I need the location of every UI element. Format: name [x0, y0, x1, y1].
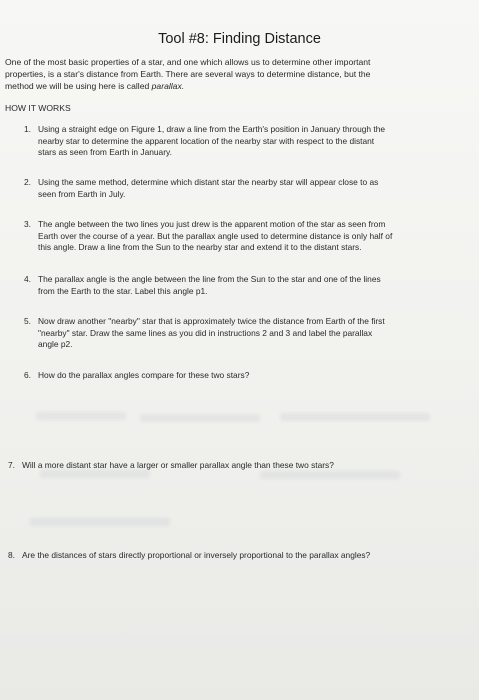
instruction-item-3 — [24, 219, 454, 255]
item-number: 8. — [8, 550, 15, 560]
item-number: 3. — [24, 219, 31, 229]
bleed-through-mark — [280, 413, 430, 421]
instruction-item-1 — [24, 124, 444, 160]
page-title: Tool #8: Finding Distance — [158, 31, 321, 47]
item-text: Will a more distant star have a larger or smaller parallax angle than these two stars? — [22, 460, 334, 470]
item-text: Using a straight edge on Figure 1, draw a line from the Earth's position in January through the nearby star to determine the apparent location of the nearby star with respect to the distant stars as seen from Earth in January. — [38, 124, 386, 158]
instruction-item-4 — [24, 274, 444, 298]
item-text: Using the same method, determine which distant star the nearby star will appear close to as seen from Earth in July. — [38, 177, 379, 199]
item-text: How do the parallax angles compare for these two stars? — [38, 370, 250, 380]
item-text: The angle between the two lines you just drew is the apparent motion of the star as seen from Earth over the course of a year. But the parallax angle used to determine distance is only half of this angle. Draw a line from the Sun to the nearby star and extend it to the distant stars. — [38, 219, 393, 253]
item-text: The parallax angle is the angle between the line from the Sun to the star and one of the lines from the Earth to the star. Label this angle p1. — [38, 274, 381, 296]
item-number: 4. — [24, 274, 31, 284]
bleed-through-mark — [140, 414, 260, 422]
item-text: Now draw another "nearby" star that is approximately twice the distance from Earth of the first "nearby" star. Draw the same lines as you did in instructions 2 and 3 and label the parallax angle p2. — [38, 316, 385, 350]
bleed-through-mark — [36, 412, 126, 420]
intro-line: method we will be using here is called parallax. — [5, 81, 185, 91]
item-number: 6. — [24, 370, 31, 380]
item-text: Are the distances of stars directly proportional or inversely proportional to the parallax angles? — [22, 550, 371, 560]
item-number: 5. — [24, 316, 31, 326]
question-item-6 — [24, 370, 444, 382]
parallax-term: parallax. — [151, 81, 185, 91]
item-number: 7. — [8, 460, 15, 470]
item-number: 2. — [24, 177, 31, 187]
intro-line: One of the most basic properties of a star, and one which allows us to determine other important — [5, 57, 371, 67]
instruction-item-5 — [24, 316, 454, 352]
question-item-8 — [8, 550, 468, 562]
instruction-item-2 — [24, 177, 444, 201]
intro-paragraph — [5, 56, 445, 92]
item-number: 1. — [24, 124, 31, 134]
bleed-through-mark — [30, 518, 170, 526]
intro-line: properties, is a star's distance from Earth. There are several ways to determine distance, but the — [5, 69, 371, 79]
section-heading: HOW IT WORKS — [5, 103, 71, 113]
bleed-through-mark — [260, 471, 400, 479]
question-item-7 — [8, 460, 448, 472]
